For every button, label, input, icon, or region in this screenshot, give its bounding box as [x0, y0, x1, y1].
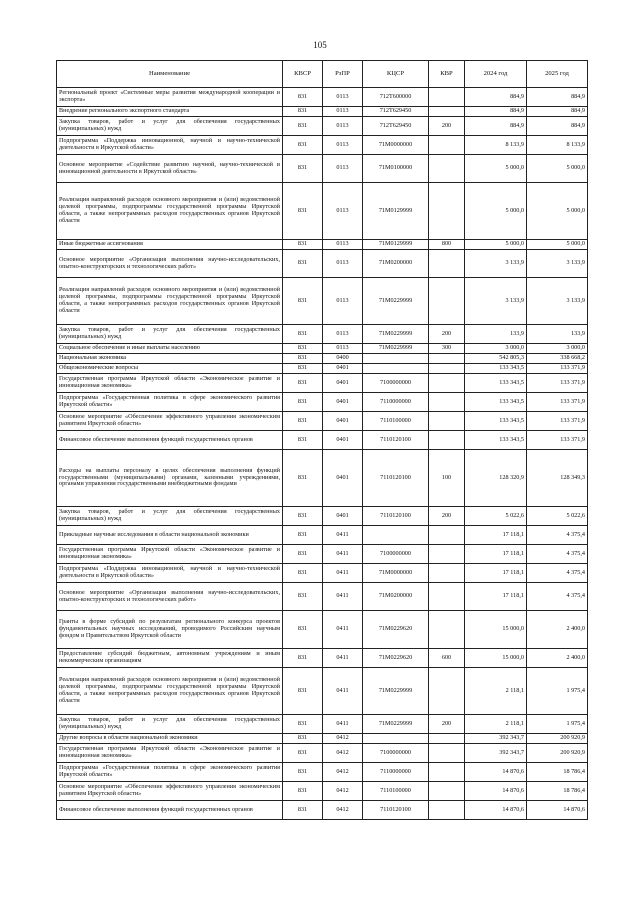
table-row: [57, 450, 588, 507]
cell-y2025: 5 000,0: [527, 240, 588, 250]
cell-y2025: 884,9: [527, 107, 588, 117]
cell-y2025: 133 371,9: [527, 412, 588, 431]
cell-y2024: 3 000,0: [465, 344, 527, 354]
cell-y2024: 133 343,5: [465, 374, 527, 393]
page-number: 105: [313, 40, 327, 50]
cell-y2025: 133 371,9: [527, 393, 588, 412]
cell-y2025: 4 375,4: [527, 583, 588, 611]
cell-y2024: 133 343,5: [465, 431, 527, 450]
cell-kvsr: 831: [283, 611, 323, 649]
cell-name: Основное мероприятие «Содействие развитию научной, научно-технической и инновационной деятельности в Иркутской области»: [57, 155, 283, 183]
cell-kcsr: 7110120100: [363, 450, 429, 507]
cell-y2025: 4 375,4: [527, 526, 588, 545]
cell-rzpr: 0113: [323, 107, 363, 117]
cell-kvsr: 831: [283, 393, 323, 412]
cell-y2025: 14 870,6: [527, 801, 588, 820]
table-row: [57, 801, 588, 820]
table-row: [57, 107, 588, 117]
cell-rzpr: 0113: [323, 250, 363, 278]
table-row: [57, 354, 588, 364]
cell-y2024: 392 343,7: [465, 744, 527, 763]
cell-kcsr: [363, 526, 429, 545]
cell-kcsr: 71M0229999: [363, 344, 429, 354]
cell-kvr: [429, 801, 465, 820]
table-row: [57, 507, 588, 526]
cell-kcsr: 71M0200000: [363, 250, 429, 278]
table-row: [57, 649, 588, 668]
cell-y2025: 4 375,4: [527, 545, 588, 564]
cell-y2024: 5 000,0: [465, 183, 527, 240]
cell-kvsr: 831: [283, 240, 323, 250]
cell-kvr: [429, 744, 465, 763]
header-rzpr: РзПР: [323, 61, 363, 88]
cell-rzpr: 0113: [323, 136, 363, 155]
cell-name: Подпрограмма «Поддержка инновационной, научной и научно-технической деятельности в Иркутской области»: [57, 136, 283, 155]
table-row: [57, 763, 588, 782]
cell-y2024: 884,9: [465, 107, 527, 117]
cell-kvr: [429, 278, 465, 325]
cell-kvsr: 831: [283, 250, 323, 278]
cell-name: Другие вопросы в области национальной экономики: [57, 734, 283, 744]
cell-y2024: 133 343,5: [465, 393, 527, 412]
table-body: [57, 88, 588, 820]
cell-rzpr: 0113: [323, 117, 363, 136]
cell-name: Социальное обеспечение и иные выплаты населению: [57, 344, 283, 354]
table-row: [57, 374, 588, 393]
table-row: [57, 250, 588, 278]
cell-kcsr: 71M0000000: [363, 564, 429, 583]
cell-kcsr: 71M0229999: [363, 278, 429, 325]
budget-table: [56, 60, 588, 820]
cell-y2025: 3 133,9: [527, 278, 588, 325]
cell-name: Региональный проект «Системные меры развития международной кооперации и экспорта»: [57, 88, 283, 107]
table-header-row: [57, 61, 588, 88]
cell-y2025: 2 400,0: [527, 649, 588, 668]
cell-y2025: 338 668,2: [527, 354, 588, 364]
header-kcsr: КЦСР: [363, 61, 429, 88]
cell-y2025: 133,9: [527, 325, 588, 344]
cell-name: Подпрограмма «Поддержка инновационной, научной и научно-технической деятельности в Иркутской области»: [57, 564, 283, 583]
cell-kvsr: 831: [283, 431, 323, 450]
cell-y2024: 17 118,1: [465, 564, 527, 583]
table-row: [57, 668, 588, 715]
cell-y2025: 3 000,0: [527, 344, 588, 354]
cell-y2024: 17 118,1: [465, 526, 527, 545]
cell-name: Иные бюджетные ассигнования: [57, 240, 283, 250]
cell-y2024: 133,9: [465, 325, 527, 344]
table-row: [57, 545, 588, 564]
cell-y2024: 14 870,6: [465, 763, 527, 782]
cell-name: Внедрение регионального экспортного стандарта: [57, 107, 283, 117]
cell-kcsr: 71M0100000: [363, 155, 429, 183]
cell-y2024: 3 133,9: [465, 250, 527, 278]
cell-kvr: 800: [429, 240, 465, 250]
cell-y2024: 5 000,0: [465, 240, 527, 250]
cell-kvr: [429, 364, 465, 374]
cell-rzpr: 0400: [323, 354, 363, 364]
cell-name: Финансовое обеспечение выполнения функций государственных органов: [57, 431, 283, 450]
cell-kvr: [429, 354, 465, 364]
cell-name: Финансовое обеспечение выполнения функций государственных органов: [57, 801, 283, 820]
cell-kcsr: 71M0000000: [363, 136, 429, 155]
cell-rzpr: 0113: [323, 240, 363, 250]
cell-rzpr: 0411: [323, 668, 363, 715]
cell-kcsr: 7100000000: [363, 545, 429, 564]
cell-name: Основное мероприятие «Организация выполнения научно-исследовательских, опытно-конструкторских и технологических работ»: [57, 250, 283, 278]
cell-rzpr: 0412: [323, 782, 363, 801]
cell-kvr: [429, 526, 465, 545]
cell-name: Предоставление субсидий бюджетным, автономным учреждениям и иным некоммерческим организациям: [57, 649, 283, 668]
cell-kcsr: [363, 354, 429, 364]
cell-kvr: [429, 583, 465, 611]
cell-kcsr: 712T629450: [363, 117, 429, 136]
cell-kvr: [429, 431, 465, 450]
cell-name: Подпрограмма «Государственная политика в сфере экономического развития Иркутской области»: [57, 393, 283, 412]
cell-kvsr: 831: [283, 278, 323, 325]
cell-y2025: 133 371,9: [527, 431, 588, 450]
cell-kcsr: 71M0200000: [363, 583, 429, 611]
cell-name: Основное мероприятие «Обеспечение эффективного управления экономическим развитием Иркутской области»: [57, 412, 283, 431]
cell-rzpr: 0411: [323, 611, 363, 649]
cell-y2025: 128 349,3: [527, 450, 588, 507]
cell-name: Прикладные научные исследования в области национальной экономики: [57, 526, 283, 545]
cell-y2024: 133 343,5: [465, 412, 527, 431]
cell-y2024: 884,9: [465, 88, 527, 107]
cell-kvr: [429, 412, 465, 431]
cell-kvsr: 831: [283, 136, 323, 155]
cell-rzpr: 0412: [323, 734, 363, 744]
cell-kvr: [429, 107, 465, 117]
cell-kcsr: 71M0129999: [363, 240, 429, 250]
cell-y2025: 1 975,4: [527, 668, 588, 715]
cell-y2025: 2 400,0: [527, 611, 588, 649]
cell-rzpr: 0411: [323, 564, 363, 583]
cell-name: Закупка товаров, работ и услуг для обеспечения государственных (муниципальных) нужд: [57, 117, 283, 136]
cell-name: Основное мероприятие «Обеспечение эффективного управления экономическим развитием Иркутской области»: [57, 782, 283, 801]
cell-kvsr: 831: [283, 545, 323, 564]
table-row: [57, 325, 588, 344]
cell-kvr: [429, 183, 465, 240]
cell-name: Основное мероприятие «Организация выполнения научно-исследовательских, опытно-конструкторских и технологических работ»: [57, 583, 283, 611]
cell-kvsr: 831: [283, 763, 323, 782]
cell-kvsr: 831: [283, 155, 323, 183]
cell-kvsr: 831: [283, 374, 323, 393]
header-2025: 2025 год: [527, 61, 588, 88]
cell-kcsr: 71M0229999: [363, 715, 429, 734]
cell-kcsr: 7110100000: [363, 782, 429, 801]
cell-y2025: 884,9: [527, 117, 588, 136]
cell-kvr: 200: [429, 117, 465, 136]
table-row: [57, 564, 588, 583]
cell-kvsr: 831: [283, 117, 323, 136]
cell-rzpr: 0412: [323, 744, 363, 763]
cell-kvr: [429, 88, 465, 107]
cell-name: Закупка товаров, работ и услуг для обеспечения государственных (муниципальных) нужд: [57, 325, 283, 344]
cell-name: Государственная программа Иркутской области «Экономическое развитие и инновационная экономика»: [57, 374, 283, 393]
cell-name: Государственная программа Иркутской области «Экономическое развитие и инновационная экономика»: [57, 744, 283, 763]
cell-name: Государственная программа Иркутской области «Экономическое развитие и инновационная экономика»: [57, 545, 283, 564]
cell-kvr: [429, 782, 465, 801]
cell-y2024: 15 000,0: [465, 649, 527, 668]
cell-kvsr: 831: [283, 734, 323, 744]
cell-kcsr: 7110120100: [363, 801, 429, 820]
cell-kcsr: 71M0129999: [363, 183, 429, 240]
cell-y2025: 884,9: [527, 88, 588, 107]
cell-y2025: 4 375,4: [527, 564, 588, 583]
cell-kvsr: 831: [283, 344, 323, 354]
cell-kvsr: 831: [283, 744, 323, 763]
table-row: [57, 136, 588, 155]
table-row: [57, 611, 588, 649]
cell-rzpr: 0401: [323, 412, 363, 431]
cell-kvsr: 831: [283, 782, 323, 801]
cell-kvr: 200: [429, 715, 465, 734]
cell-kvr: [429, 668, 465, 715]
cell-kvr: 600: [429, 649, 465, 668]
cell-rzpr: 0412: [323, 801, 363, 820]
cell-y2024: 884,9: [465, 117, 527, 136]
cell-kvsr: 831: [283, 583, 323, 611]
cell-kvr: 200: [429, 507, 465, 526]
cell-rzpr: 0411: [323, 715, 363, 734]
cell-kvr: [429, 734, 465, 744]
cell-kcsr: [363, 364, 429, 374]
cell-kcsr: 7110120100: [363, 507, 429, 526]
cell-kvsr: 831: [283, 649, 323, 668]
cell-name: Общеэкономические вопросы: [57, 364, 283, 374]
cell-rzpr: 0401: [323, 450, 363, 507]
cell-kvsr: 831: [283, 715, 323, 734]
table-row: [57, 715, 588, 734]
cell-name: Гранты в форме субсидий по результатам регионального конкурса проектов фундаментальных научных исследований, проводимого Российским научным фондом и Правительством Иркутской области: [57, 611, 283, 649]
table-row: [57, 364, 588, 374]
cell-kvr: [429, 136, 465, 155]
cell-kcsr: 712T629450: [363, 107, 429, 117]
cell-name: Национальная экономика: [57, 354, 283, 364]
cell-kcsr: 7110000000: [363, 393, 429, 412]
table-row: [57, 412, 588, 431]
cell-kvsr: 831: [283, 183, 323, 240]
cell-kcsr: 7110000000: [363, 763, 429, 782]
cell-kvr: 300: [429, 344, 465, 354]
table-row: [57, 583, 588, 611]
cell-rzpr: 0113: [323, 278, 363, 325]
cell-kvsr: 831: [283, 412, 323, 431]
table-row: [57, 734, 588, 744]
cell-kvr: [429, 393, 465, 412]
cell-name: Закупка товаров, работ и услуг для обеспечения государственных (муниципальных) нужд: [57, 507, 283, 526]
cell-name: Реализация направлений расходов основного мероприятия и (или) ведомственной целевой программы, подпрограммы государственной программы Иркутской области, а также непрограммных расходов государственных органов Иркутской области: [57, 668, 283, 715]
cell-kvr: 100: [429, 450, 465, 507]
cell-rzpr: 0113: [323, 88, 363, 107]
cell-y2025: 1 975,4: [527, 715, 588, 734]
cell-y2025: 18 786,4: [527, 763, 588, 782]
cell-kvsr: 831: [283, 564, 323, 583]
cell-y2025: 200 920,9: [527, 744, 588, 763]
cell-kvr: [429, 763, 465, 782]
cell-rzpr: 0113: [323, 344, 363, 354]
table-row: [57, 117, 588, 136]
header-2024: 2024 год: [465, 61, 527, 88]
cell-rzpr: 0401: [323, 431, 363, 450]
header-kvr: КВР: [429, 61, 465, 88]
table-row: [57, 278, 588, 325]
cell-kcsr: 7100000000: [363, 744, 429, 763]
cell-name: Реализация направлений расходов основного мероприятия и (или) ведомственной целевой программы, подпрограммы государственной программы Иркутской области, а также непрограммных расходов государственных органов Иркутской области: [57, 278, 283, 325]
cell-kvsr: 831: [283, 507, 323, 526]
cell-y2024: 8 133,9: [465, 136, 527, 155]
cell-y2024: 2 118,1: [465, 668, 527, 715]
cell-kcsr: 71M0229620: [363, 649, 429, 668]
cell-y2025: 18 786,4: [527, 782, 588, 801]
table-row: [57, 782, 588, 801]
cell-kvsr: 831: [283, 107, 323, 117]
cell-rzpr: 0401: [323, 393, 363, 412]
cell-y2025: 8 133,9: [527, 136, 588, 155]
cell-kcsr: 7110100000: [363, 412, 429, 431]
cell-kvr: [429, 374, 465, 393]
cell-kcsr: [363, 734, 429, 744]
cell-kcsr: 71M0229620: [363, 611, 429, 649]
cell-y2024: 17 118,1: [465, 583, 527, 611]
cell-y2024: 133 343,5: [465, 364, 527, 374]
cell-y2025: 133 371,9: [527, 374, 588, 393]
cell-kvr: 200: [429, 325, 465, 344]
cell-rzpr: 0113: [323, 183, 363, 240]
cell-rzpr: 0401: [323, 507, 363, 526]
cell-rzpr: 0401: [323, 374, 363, 393]
table-row: [57, 240, 588, 250]
header-kvsr: КВСР: [283, 61, 323, 88]
cell-y2024: 17 118,1: [465, 545, 527, 564]
cell-y2024: 392 343,7: [465, 734, 527, 744]
cell-name: Реализация направлений расходов основного мероприятия и (или) ведомственной целевой программы, подпрограммы государственной программы Иркутской области, а также непрограммных расходов государственных органов Иркутской области: [57, 183, 283, 240]
cell-kvsr: 831: [283, 450, 323, 507]
cell-y2024: 15 000,0: [465, 611, 527, 649]
cell-kcsr: 7110120100: [363, 431, 429, 450]
cell-y2024: 14 870,6: [465, 782, 527, 801]
cell-rzpr: 0113: [323, 155, 363, 183]
cell-y2025: 5 022,6: [527, 507, 588, 526]
table-row: [57, 183, 588, 240]
cell-kvsr: 831: [283, 325, 323, 344]
cell-y2025: 3 133,9: [527, 250, 588, 278]
cell-kvsr: 831: [283, 354, 323, 364]
table-row: [57, 526, 588, 545]
cell-kvsr: 831: [283, 364, 323, 374]
cell-kvr: [429, 155, 465, 183]
cell-y2025: 200 920,9: [527, 734, 588, 744]
cell-rzpr: 0411: [323, 526, 363, 545]
cell-name: Закупка товаров, работ и услуг для обеспечения государственных (муниципальных) нужд: [57, 715, 283, 734]
header-name: Наименование: [57, 61, 283, 88]
cell-kcsr: 712T600000: [363, 88, 429, 107]
cell-y2024: 3 133,9: [465, 278, 527, 325]
cell-kcsr: 71M0229999: [363, 668, 429, 715]
cell-kcsr: 7100000000: [363, 374, 429, 393]
cell-kvr: [429, 564, 465, 583]
cell-y2025: 5 000,0: [527, 155, 588, 183]
cell-kvsr: 831: [283, 526, 323, 545]
cell-y2024: 542 805,3: [465, 354, 527, 364]
cell-kvsr: 831: [283, 668, 323, 715]
cell-name: Подпрограмма «Государственная политика в сфере экономического развития Иркутской области»: [57, 763, 283, 782]
cell-y2024: 14 870,6: [465, 801, 527, 820]
cell-kvr: [429, 611, 465, 649]
cell-y2024: 5 022,6: [465, 507, 527, 526]
cell-name: Расходы на выплаты персоналу в целях обеспечения выполнения функций государственными (муниципальными) органами, казенными учреждениями, органами управления государственными внебюджетными фондами: [57, 450, 283, 507]
cell-y2024: 5 000,0: [465, 155, 527, 183]
cell-rzpr: 0411: [323, 545, 363, 564]
table-row: [57, 393, 588, 412]
cell-kvsr: 831: [283, 801, 323, 820]
cell-rzpr: 0401: [323, 364, 363, 374]
cell-rzpr: 0411: [323, 583, 363, 611]
cell-kvr: [429, 250, 465, 278]
cell-kcsr: 71M0229999: [363, 325, 429, 344]
cell-y2025: 133 371,9: [527, 364, 588, 374]
cell-kvsr: 831: [283, 88, 323, 107]
cell-y2025: 5 000,0: [527, 183, 588, 240]
table-row: [57, 431, 588, 450]
cell-rzpr: 0411: [323, 649, 363, 668]
cell-y2024: 128 320,9: [465, 450, 527, 507]
table-row: [57, 155, 588, 183]
cell-rzpr: 0412: [323, 763, 363, 782]
cell-kvr: [429, 545, 465, 564]
table-row: [57, 744, 588, 763]
cell-y2024: 2 118,1: [465, 715, 527, 734]
cell-rzpr: 0113: [323, 325, 363, 344]
table-row: [57, 88, 588, 107]
table-row: [57, 344, 588, 354]
